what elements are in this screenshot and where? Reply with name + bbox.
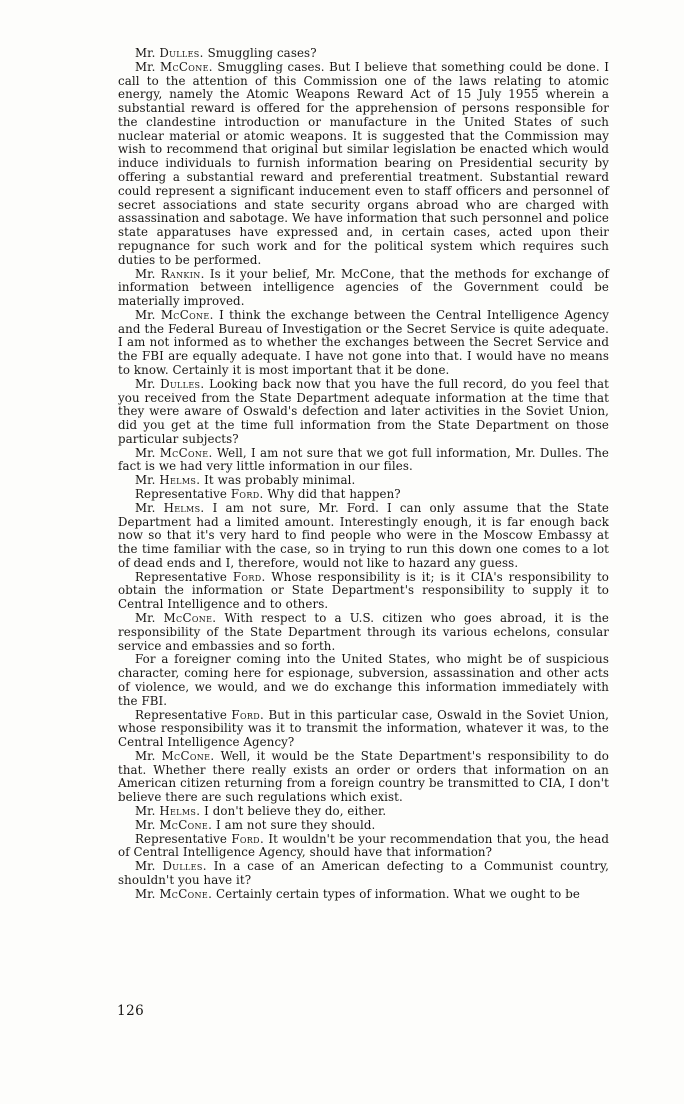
paragraph-text: It was probably minimal. — [204, 473, 356, 488]
speaker-name: Representative Ford. — [135, 831, 265, 846]
paragraph — [118, 819, 609, 833]
paragraph-text: Is it your belief, Mr. McCone, that the methods for exchange of information between intelligence agencies of the Government could be materially improved. — [118, 266, 609, 309]
speaker-name: Mr. Dulles. — [135, 376, 205, 391]
speaker-name: Mr. Helms. — [135, 803, 201, 818]
paragraph-text: Why did that happen? — [267, 487, 401, 501]
paragraph-text: For a foreigner coming into the United States, who might be of suspicious character, coming here for espionage, subversion, assassination and other acts of violence, we would, and we do exchange this information immediately with the FBI. — [118, 652, 609, 708]
paragraph — [118, 47, 609, 61]
paragraph — [118, 378, 609, 447]
paragraph — [118, 805, 609, 819]
paragraph-text: With respect to a U.S. citizen who goes abroad, it is the responsibility of the State Department through its various echelons, consular service and embassies and so forth. — [118, 611, 609, 653]
speaker-name: Mr. McCone. — [135, 611, 217, 626]
paragraph — [118, 474, 609, 488]
paragraph — [118, 888, 609, 902]
paragraph-text: It wouldn't be your recommendation that you, the head of Central Intelligence Agency, should have that information? — [118, 831, 609, 860]
page-number: 126 — [117, 1003, 145, 1019]
speaker-name: Mr. McCone. — [135, 307, 214, 322]
paragraph — [118, 571, 609, 612]
paragraph-text: Smuggling cases. But I believe that something could be done. I call to the attention of this Commission one of the laws relating to atomic energy, namely the Atomic Weapons Reward Act of 15 July 1955 wherein a substantial reward is offered for the apprehension of persons responsible for the clandestine introduction or manufacture in the United States of such nuclear material or atomic weapons. It is suggested that the Commission may wish to recommend that original but similar legislation be enacted which would induce individuals to furnish information bearing on Presidential security by offering a substantial reward and preferential treatment. Substantial reward could represent a significant inducement even to staff officers and personnel of secret associations and state security organs abroad who are charged with assassination and sabotage. We have information that such personnel and police state apparatuses have expressed and, in certain cases, acted upon their repugnance for such work and for the political system which requires such duties to be performed. — [118, 59, 609, 267]
speaker-name: Mr. Helms. — [135, 500, 205, 515]
paragraph — [118, 61, 609, 268]
paragraph-text: I don't believe they do, either. — [204, 803, 387, 818]
paragraph-text: I think the exchange between the Central Intelligence Agency and the Federal Bureau of Investigation or the Secret Service is quite adequate. I am not informed as to whether the exchanges between the Secret Service and the FBI are equally adequate. I have not gone into that. I would have no means to know. Certainly it is most important that it be done. — [118, 307, 609, 377]
speaker-name: Mr. Dulles. — [135, 859, 207, 874]
paragraph-text: Looking back now that you have the full record, do you feel that you received from the State Department adequate information at the time that they were aware of Oswald's defection and later activities in the Soviet Union, did you get at the time full information from the State Department on those particular subjects? — [118, 376, 609, 446]
paragraph — [118, 612, 609, 653]
paragraph-text: Well, it would be the State Department's responsibility to do that. Whether there really exists an order or orders that information on an American citizen returning from a foreign country be transmitted to CIA, I don't believe there are such regulations which exist. — [118, 748, 610, 805]
paragraph — [118, 709, 609, 750]
text-block — [118, 47, 609, 901]
paragraph — [118, 309, 609, 378]
speaker-name: Mr. Dulles. — [135, 46, 204, 60]
speaker-name: Mr. McCone. — [135, 817, 213, 832]
paragraph — [118, 750, 609, 805]
paragraph-text: But in this particular case, Oswald in the Soviet Union, whose responsibility was it to transmit the information, whatever it was, to the Central Intelligence Agency? — [118, 707, 609, 750]
paragraph — [118, 860, 609, 888]
speaker-name: Mr. McCone. — [135, 886, 213, 901]
paragraph-text: Well, I am not sure that we got full information, Mr. Dulles. The fact is we had very little information in our files. — [118, 445, 609, 474]
paragraph — [118, 833, 609, 861]
paragraph — [118, 268, 609, 309]
paragraph-text: Certainly certain types of information. What we ought to be — [216, 886, 580, 901]
speaker-name: Mr. Rankin. — [135, 266, 205, 281]
speaker-name: Representative Ford. — [135, 487, 264, 501]
paragraph-text: In a case of an American defecting to a Communist country, shouldn't you have it? — [118, 859, 609, 887]
speaker-name: Mr. McCone. — [135, 59, 213, 74]
speaker-name: Mr. Helms. — [135, 473, 201, 488]
paragraph-text: I am not sure, Mr. Ford. I can only assume that the State Department had a limited amount. Interestingly enough, it is far enough back now so that it's very hard to find people who were in the Moscow Embassy at the time familiar with the case, so in trying to run this down one comes to a lot of dead ends and I, therefore, would not like to hazard any guess. — [118, 500, 609, 570]
paragraph — [118, 447, 609, 475]
paragraph-text: Whose responsibility is it; is it CIA's responsibility to obtain the information or State Department's responsibility to supply it to Central Intelligence and to others. — [118, 569, 610, 612]
speaker-name: Mr. McCone. — [135, 445, 213, 460]
paragraph — [118, 502, 609, 571]
paragraph — [118, 488, 609, 502]
paragraph — [118, 653, 609, 708]
speaker-name: Mr. McCone. — [135, 748, 215, 763]
speaker-name: Representative Ford. — [135, 707, 265, 722]
speaker-name: Representative Ford. — [135, 569, 266, 584]
paragraph-text: I am not sure they should. — [216, 817, 376, 832]
paragraph-text: Smuggling cases? — [207, 46, 317, 60]
